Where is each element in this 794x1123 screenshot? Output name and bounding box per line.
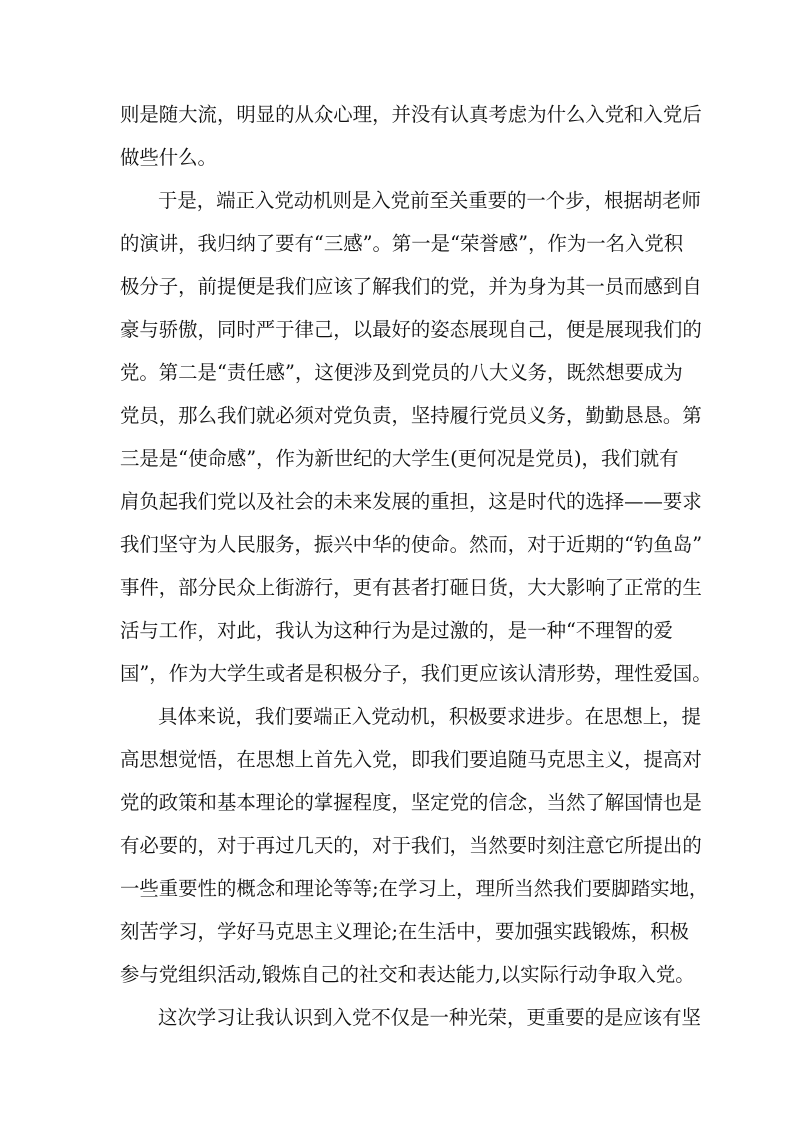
text-line: 参与党组织活动,锻炼自己的社交和表达能力,以实际行动争取入党。 <box>120 963 695 986</box>
text-line: 党。第二是“责任感”，这便涉及到党员的八大义务，既然想要成为 <box>120 361 683 384</box>
text-line: 这次学习让我认识到入党不仅是一种光荣，更重要的是应该有坚 <box>158 1006 701 1029</box>
text-line: 活与工作，对此，我认为这种行为是过激的，是一种“不理智的爱 <box>120 619 673 642</box>
text-line: 刻苦学习，学好马克思主义理论;在生活中，要加强实践锻炼，积极 <box>120 920 689 943</box>
text-line: 具体来说，我们要端正入党动机，积极要求进步。在思想上，提 <box>158 705 701 728</box>
text-line: 党的政策和基本理论的掌握程度，坚定党的信念，当然了解国情也是 <box>120 791 702 814</box>
text-line: 高思想觉悟，在思想上首先入党，即我们要追随马克思主义，提高对 <box>120 748 702 771</box>
text-line: 于是，端正入党动机则是入党前至关重要的一个步，根据胡老师 <box>158 189 701 212</box>
text-line: 的演讲，我归纳了要有“三感”。第一是“荣誉感”，作为一名入党积 <box>120 232 684 255</box>
text-line: 做些什么。 <box>120 146 217 169</box>
text-line: 有必要的，对于再过几天的，对于我们，当然要时刻注意它所提出的 <box>120 834 702 857</box>
text-line: 一些重要性的概念和理论等等;在学习上，理所当然我们要脚踏实地， <box>120 877 709 900</box>
text-line: 国”，作为大学生或者是积极分子，我们更应该认清形势，理性爱国。 <box>120 662 712 685</box>
text-line: 三是是“使命感”，作为新世纪的大学生(更何况是党员)，我们就有 <box>120 447 679 470</box>
text-line: 事件，部分民众上街游行，更有甚者打砸日货，大大影响了正常的生 <box>120 576 702 599</box>
text-line: 则是随大流，明显的从众心理，并没有认真考虑为什么入党和入党后 <box>120 103 702 126</box>
text-line: 豪与骄傲，同时严于律己，以最好的姿态展现自己，便是展现我们的 <box>120 318 702 341</box>
text-line: 党员，那么我们就必须对党负责，坚持履行党员义务，勤勤恳恳。第 <box>120 404 702 427</box>
text-line: 肩负起我们党以及社会的未来发展的重担，这是时代的选择——要求 <box>120 490 702 513</box>
text-line: 我们坚守为人民服务，振兴中华的使命。然而，对于近期的“钓鱼岛” <box>120 533 703 556</box>
text-line: 极分子，前提便是我们应该了解我们的党，并为身为其一员而感到自 <box>120 275 702 298</box>
